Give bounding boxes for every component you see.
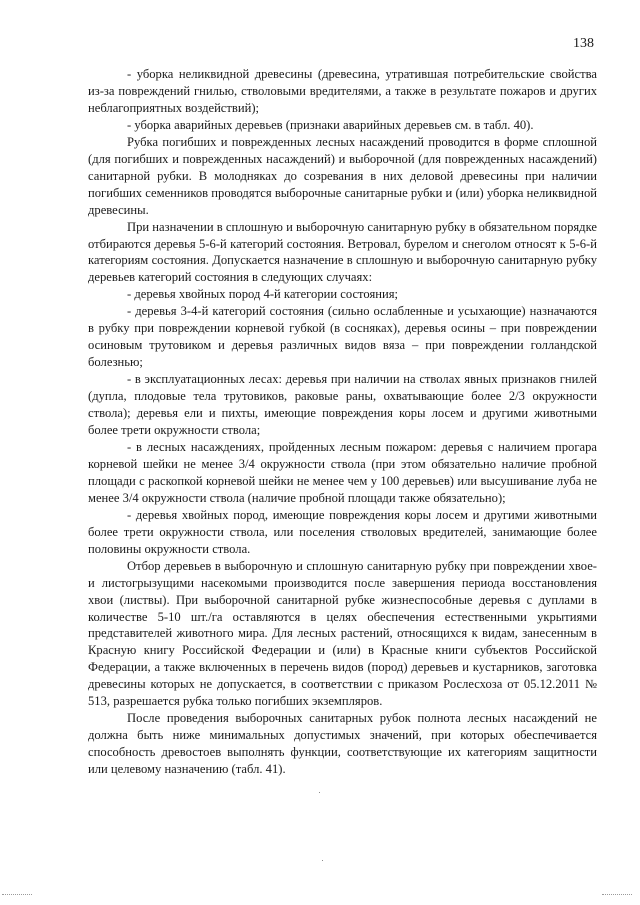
scan-speck [322,860,323,861]
paragraph-exploitation-forests: - в эксплуатационных лесах: деревья при наличии на стволах явных признаков гнилей (дупла, плодовые тела трутовиков, раковые раны, охватывающие более 2/3 окружности ствола); деревья ели и пихты, имеющие повреждения коры лосем и другими животными более трети окружности ствола; [88,372,597,438]
paragraph-selection-insects: Отбор деревьев в выборочную и сплошную санитарную рубку при повреждении хвое- и листогрызущими насекомыми производится после завершения периода восстановления хвои (листвы). При выборочной санитарной рубке жизнеспособные деревья с дуплами в количестве 5-10 шт./га оставляются в целях обеспечения естественными укрытиями представителей животного мира. Для лесных растений, относящихся к видам, занесенным в Красную книгу Российской Федерации и (или) в Красные книги субъектов Российской Федерации, а также включенных в перечень видов (пород) деревьев и кустарников, заготовка древесины которых не допускается, в соответствии с приказом Рослесхоза от 05.12.2011 № 513, разрешается рубка только погибших экземпляров. [88,558,597,709]
paragraph-fire-damaged: - в лесных насаждениях, пройденных лесным пожаром: деревья с наличием прогара корневой шейки не менее 3/4 окружности ствола (при этом обязательно наличие пробной площади с раскопкой корневой шейки не менее чем у 100 деревьев) или высушивание луба не менее 3/4 окружности ствола (наличие пробной площади также обязательно); [88,439,597,505]
scan-edge-mark [602,894,632,896]
paragraph-illiquid-wood: - уборка неликвидной древесины (древесина, утратившая потребительские свойства из-за повреждений гнилью, стволовыми вредителями, а также в результате пожаров и других неблагоприятных воздействий); [88,67,597,115]
page-number: 138 [573,36,594,51]
paragraph-emergency-trees: - уборка аварийных деревьев (признаки аварийных деревьев см. в табл. 40). [127,117,534,132]
paragraph-conifer-category-4: - деревья хвойных пород 4-й категории состояния; [127,287,399,302]
scan-edge-mark [2,894,32,896]
scan-speck [319,792,320,793]
paragraph-assignment: При назначении в сплошную и выборочную санитарную рубку в обязательном порядке отбираются деревья 5-6-й категорий состояния. Ветровал, бурелом и снеголом относят к 5-6-й категориям состояния. Допускается назначение в сплошную и выборочную санитарную рубку деревьев категорий состояния в следующих случаях: [88,219,597,285]
paragraph-stand-density: После проведения выборочных санитарных рубок полнота лесных насаждений не должна быть ниже минимальных допустимых значений, при которых обеспечивается способность древостоев выполнять функции, соответствующие их категориям защитности или целевому назначению (табл. 41). [88,711,597,777]
paragraph-bark-damage: - деревья хвойных пород, имеющие повреждения коры лосем и другими животными более трети окружности ствола, или поселения стволовых вредителей, занимающие более половины окружности ствола. [88,507,597,556]
document-body [88,66,597,778]
paragraph-category-3-4: - деревья 3-4-й категорий состояния (сильно ослабленные и усыхающие) назначаются в рубку при повреждении корневой губкой (в сосняках), деревья осины – при повреждении осиновым трутовиком и деревья различных видов вяза – при повреждении голландской болезнью; [88,304,597,370]
paragraph-cutting-forms: Рубка погибших и поврежденных лесных насаждений проводится в форме сплошной (для погибших и поврежденных насаждений) и выборочной (для поврежденных насаждений) санитарной рубки. В молодняках до созревания в них деловой древесины при наличии погибших семенников проводятся выборочные санитарные рубки и (или) уборка неликвидной древесины. [88,134,597,217]
